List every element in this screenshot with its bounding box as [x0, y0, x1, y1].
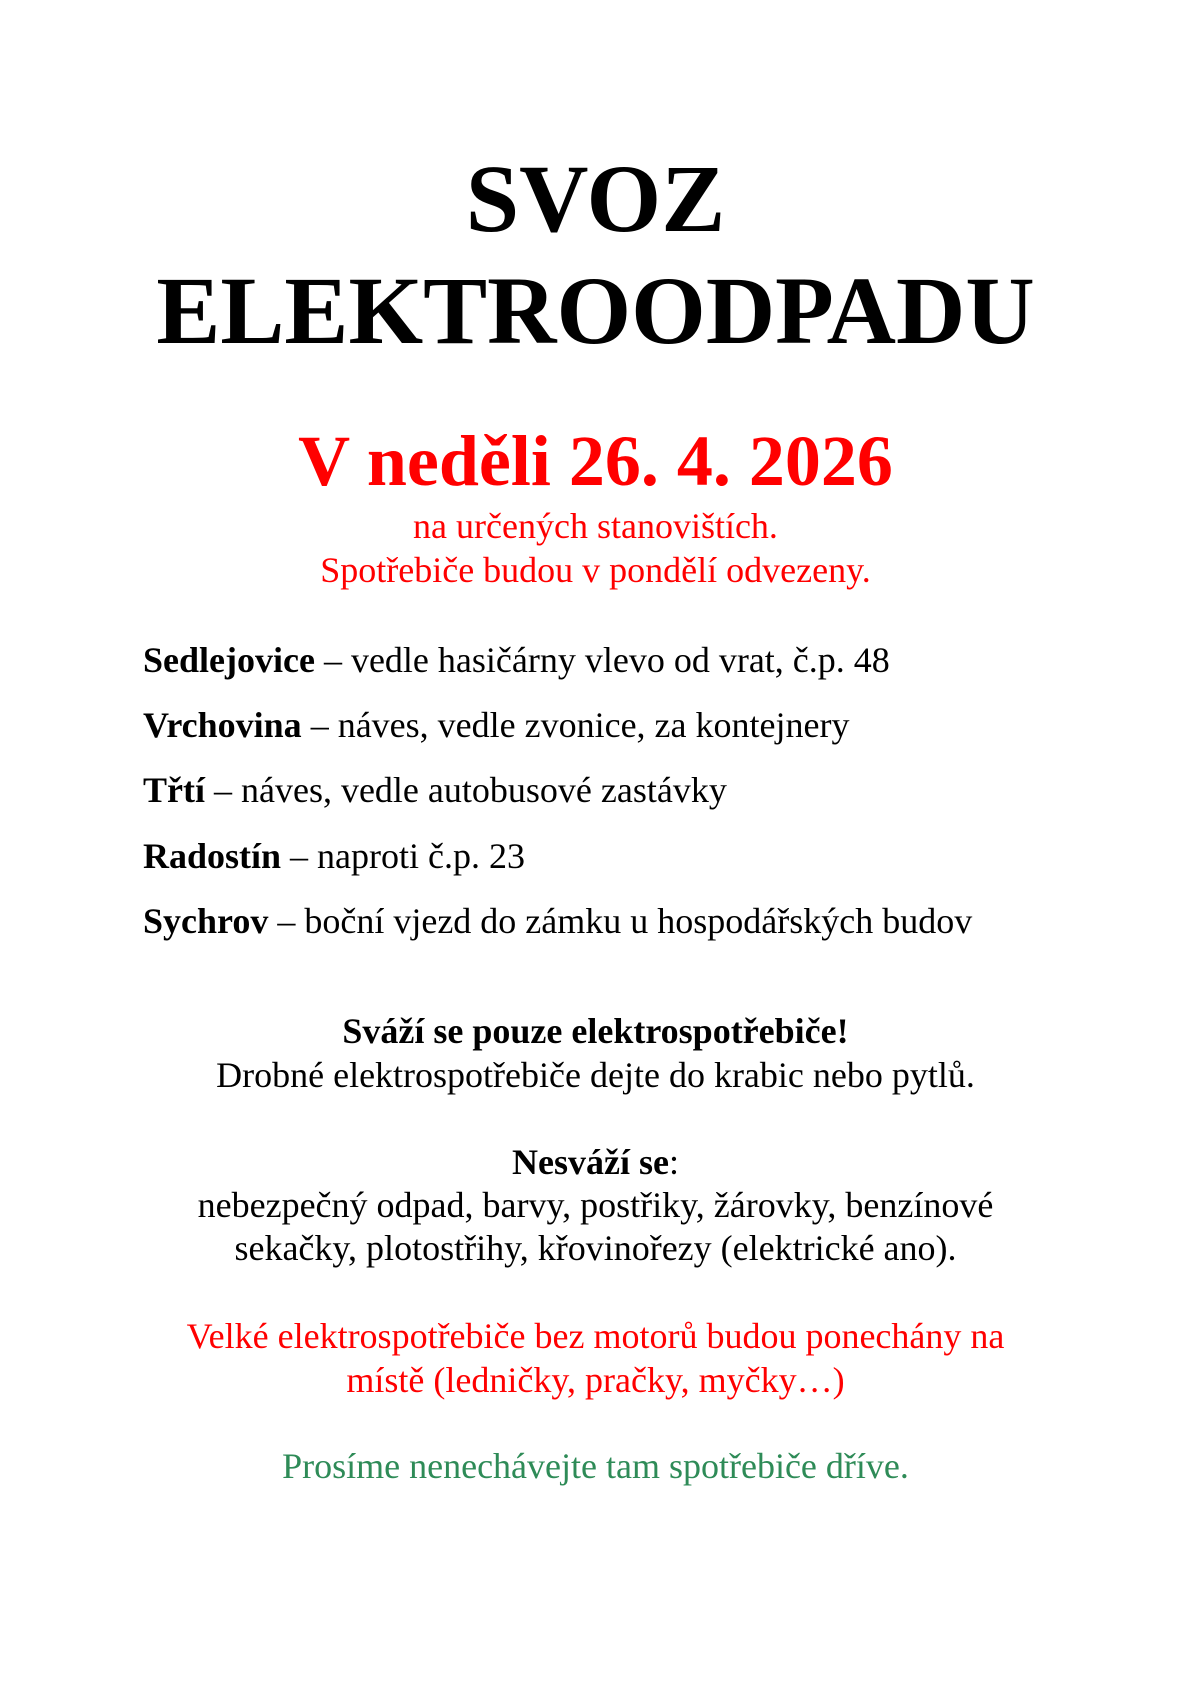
rejected-heading [0, 1144, 1191, 1180]
location-item [143, 838, 525, 874]
location-separator: – [281, 836, 318, 876]
location-name: Vrchovina [143, 705, 302, 745]
location-detail: náves, vedle zvonice, za kontejnery [337, 705, 850, 745]
warning-line-1: Velké elektrospotřebiče bez motorů budou ponechány na [186, 1316, 1005, 1356]
location-detail: boční vjezd do zámku u hospodářských budov [304, 901, 973, 941]
accepted-heading: Sváží se pouze elektrospotřebiče! [342, 1011, 849, 1051]
location-item [143, 642, 890, 678]
location-name: Sedlejovice [143, 640, 315, 680]
location-item [143, 707, 849, 743]
request-note: Prosíme nenechávejte tam spotřebiče dříve. [282, 1446, 909, 1486]
location-name: Třtí [143, 770, 205, 810]
collection-date: V neděli 26. 4. 2026 [298, 421, 893, 501]
location-item [143, 903, 972, 939]
location-detail: náves, vedle autobusové zastávky [240, 770, 727, 810]
rejected-heading-label: Nesváží se [512, 1142, 669, 1182]
location-separator: – [314, 640, 351, 680]
location-detail: naproti č.p. 23 [317, 836, 525, 876]
location-separator: – [204, 770, 241, 810]
location-separator: – [268, 901, 305, 941]
location-name: Radostín [143, 836, 282, 876]
warning-line-2: místě (ledničky, pračky, myčky…) [346, 1360, 845, 1400]
date-subline-pickup: Spotřebiče budou v pondělí odvezeny. [320, 550, 871, 590]
location-separator: – [301, 705, 338, 745]
location-item [143, 772, 727, 808]
title-line-2: ELEKTROODPADU [156, 257, 1035, 364]
accepted-note: Drobné elektrospotřebiče dejte do krabic nebo pytlů. [216, 1055, 975, 1095]
rejected-heading-colon: : [668, 1142, 679, 1182]
rejected-list-line-1: nebezpečný odpad, barvy, postřiky, žárovky, benzínové [197, 1185, 994, 1225]
rejected-list-line-2: sekačky, plotostřihy, křovinořezy (elektrické ano). [234, 1228, 957, 1268]
location-name: Sychrov [143, 901, 269, 941]
title-line-1: SVOZ [465, 145, 726, 252]
location-detail: vedle hasičárny vlevo od vrat, č.p. 48 [350, 640, 890, 680]
date-subline-locations: na určených stanovištích. [413, 506, 778, 546]
